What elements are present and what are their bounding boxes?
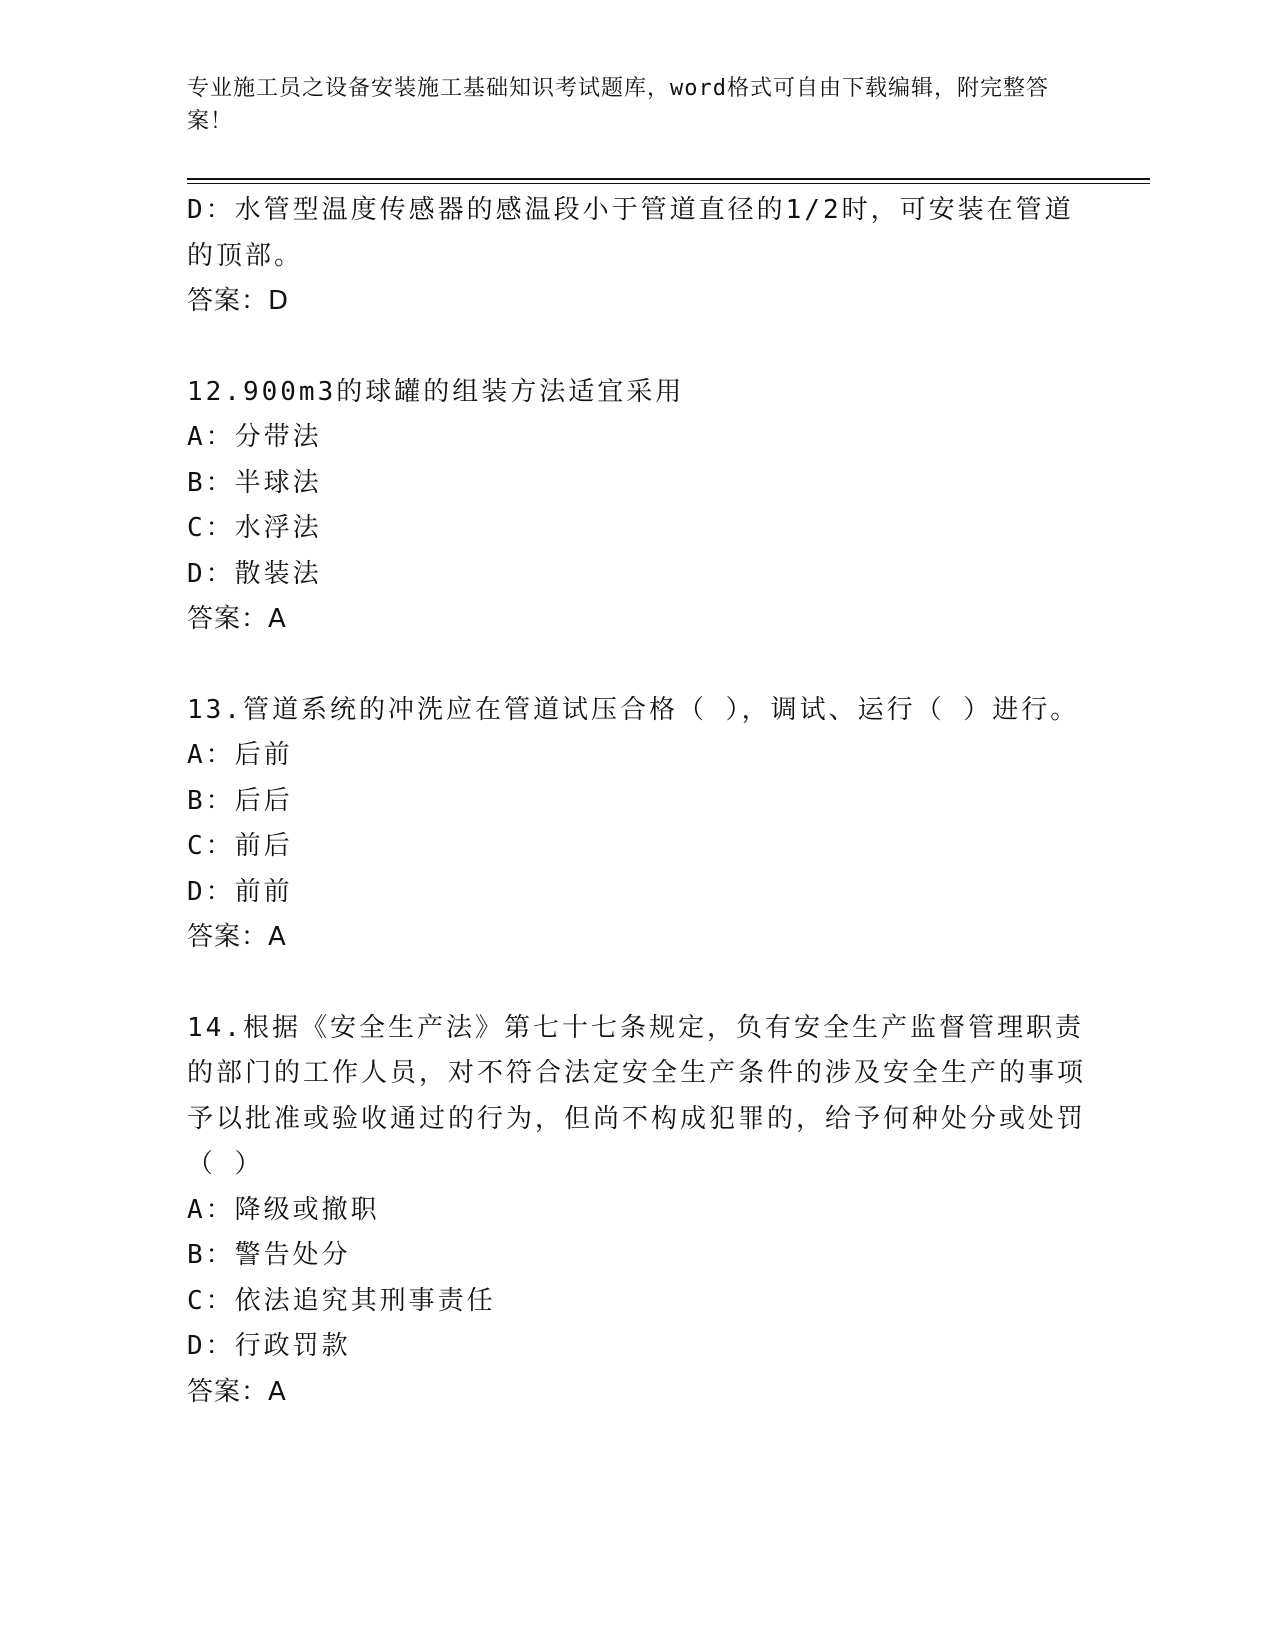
answer: 答案：A — [187, 1376, 287, 1407]
option-b: B：半球法 — [187, 467, 322, 498]
question-stem: 12.900m3的球罐的组装方法适宜采用 — [187, 376, 685, 407]
option-a: A：分带法 — [187, 422, 322, 452]
option-c: C：前后 — [187, 831, 293, 861]
question-gap — [187, 325, 1087, 370]
option-a: A：降级或撤职 — [187, 1194, 380, 1225]
answer: 答案：A — [187, 604, 287, 634]
question-14 — [187, 1006, 1087, 1416]
option-d: D：水管型温度传感器的感温段小于管道直径的1/2时，可安装在管道的顶部。 — [187, 195, 1074, 271]
question-gap — [187, 961, 1087, 1006]
question-11-tail — [187, 188, 1087, 325]
option-a: A：后前 — [187, 740, 293, 770]
option-d: D：行政罚款 — [187, 1331, 351, 1361]
answer: 答案：A — [187, 922, 287, 952]
option-d: D：前前 — [187, 876, 293, 907]
page-header: 专业施工员之设备安装施工基础知识考试题库，word格式可自由下载编辑，附完整答案！ — [187, 76, 1049, 134]
option-c: C：依法追究其刑事责任 — [187, 1285, 496, 1316]
question-content — [187, 188, 1087, 1415]
option-c: C：水浮法 — [187, 513, 322, 543]
option-b: B：后后 — [187, 785, 293, 816]
header-divider-thin — [187, 183, 1150, 184]
header-divider-thick — [187, 178, 1150, 180]
option-d: D：散装法 — [187, 558, 322, 589]
option-b: B：警告处分 — [187, 1240, 351, 1270]
answer: 答案：D — [187, 286, 290, 316]
question-gap — [187, 643, 1087, 688]
question-12 — [187, 370, 1087, 643]
question-stem: 14.根据《安全生产法》第七十七条规定，负有安全生产监督管理职责的部门的工作人员，对不符合法定安全生产条件的涉及安全生产的事项予以批准或验收通过的行为，但尚不构成犯罪的，给予何种处分或处罚（ ） — [187, 1012, 1087, 1179]
question-13 — [187, 688, 1087, 961]
question-stem: 13.管道系统的冲洗应在管道试压合格（ ），调试、运行（ ）进行。 — [187, 694, 1080, 725]
